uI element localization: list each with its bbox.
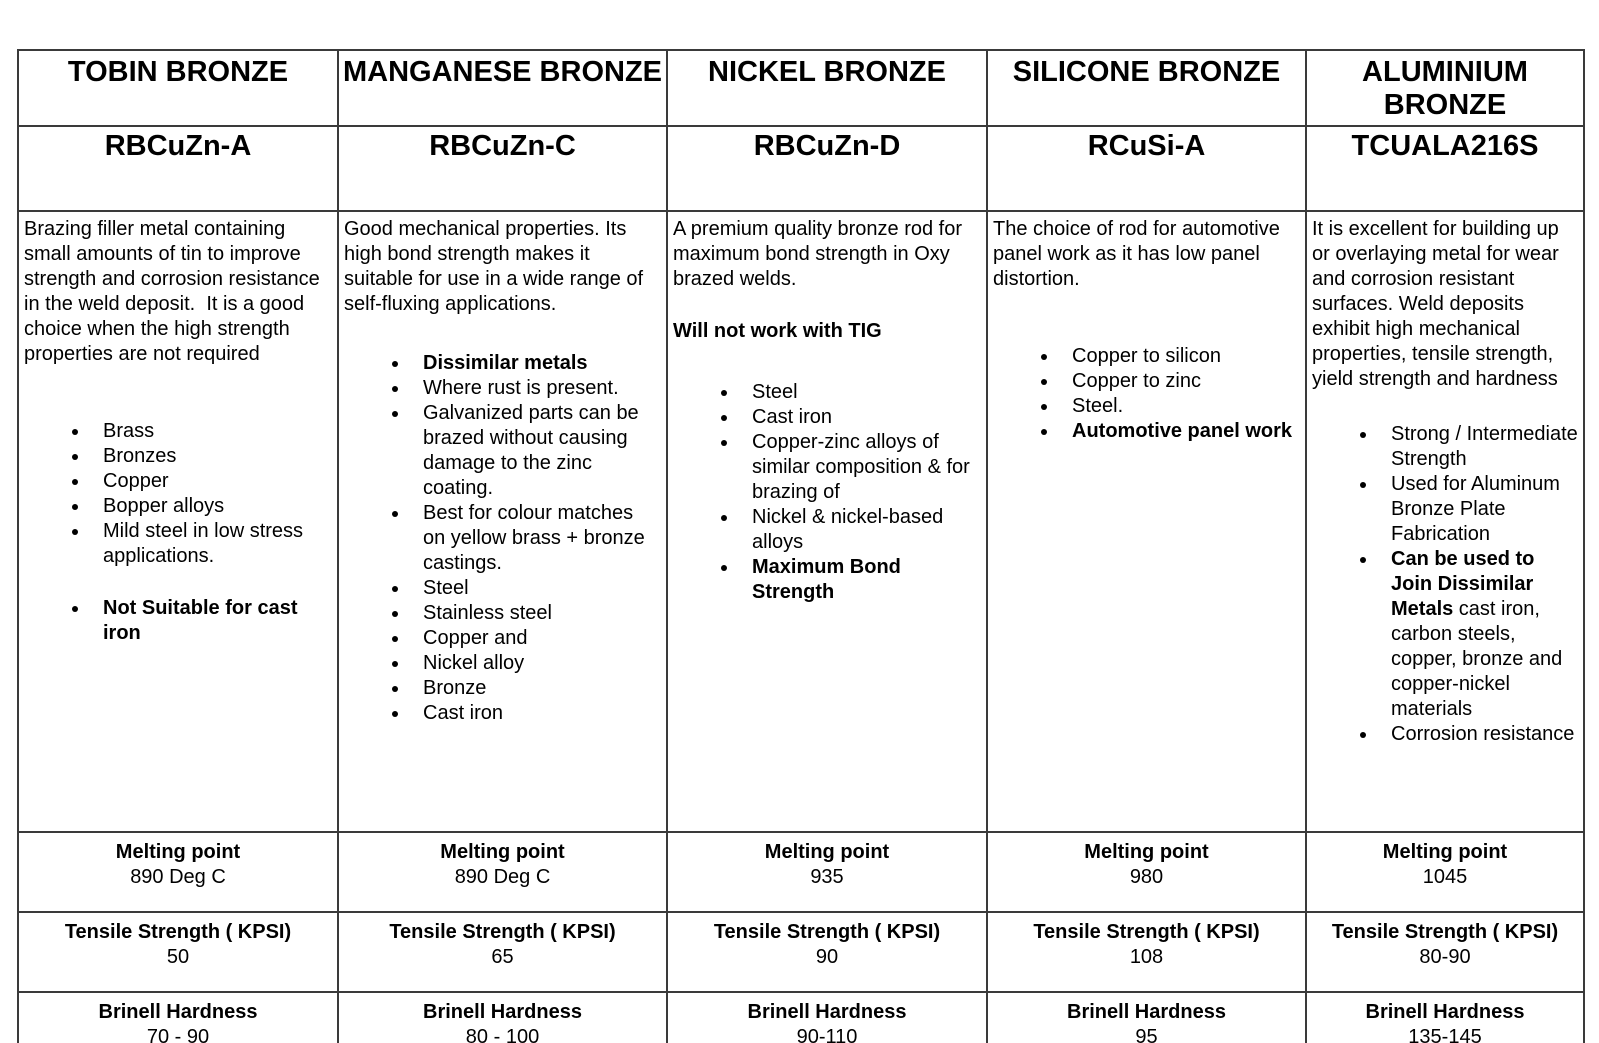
bullet-text: Steel. xyxy=(1072,395,1124,417)
melting-point-cell xyxy=(338,832,667,912)
bullet-item xyxy=(739,505,979,555)
bullet-item xyxy=(410,501,659,576)
bullet-item xyxy=(1059,394,1298,419)
tensile-strength-label: Tensile Strength ( KPSI) xyxy=(713,921,941,943)
bullet-item xyxy=(410,576,659,601)
bullet-bold-text: Automotive panel work xyxy=(1072,420,1293,442)
brinell-hardness-cell xyxy=(987,992,1306,1043)
bullet-bold-text: Can be used to Join Dissimilar Metals xyxy=(1391,548,1535,620)
column-description-cell xyxy=(987,211,1306,832)
melting-point-label: Melting point xyxy=(1084,841,1209,863)
bullet-text: Steel xyxy=(752,381,798,403)
bullet-text: Best for colour matches on yellow brass + bronze castings. xyxy=(423,502,645,574)
bullet-text: Copper and xyxy=(423,627,528,649)
column-name-cell: MANGANESE BRONZE xyxy=(338,50,667,126)
bullet-text: Cast iron xyxy=(423,702,504,724)
melting-point-cell xyxy=(1306,832,1584,912)
melting-point-value: 1045 xyxy=(1422,866,1468,888)
bullet-item xyxy=(1378,472,1579,547)
brinell-hardness-label: Brinell Hardness xyxy=(1067,1001,1226,1023)
bullet-text: Corrosion resistance xyxy=(1391,723,1575,745)
bullet-list xyxy=(993,344,1298,444)
tensile-strength-label: Tensile Strength ( KPSI) xyxy=(1033,921,1260,943)
bullet-item xyxy=(1059,344,1298,369)
bullet-bold-text: Maximum Bond Strength xyxy=(752,556,901,603)
bullet-item xyxy=(1059,369,1298,394)
bullet-item xyxy=(90,494,330,519)
column-name-cell: ALUMINIUM BRONZE xyxy=(1306,50,1584,126)
bullet-text: Nickel alloy xyxy=(423,652,525,674)
bullet-list xyxy=(24,419,330,646)
tensile-strength-cell xyxy=(987,912,1306,992)
tensile-strength-label: Tensile Strength ( KPSI) xyxy=(64,921,292,943)
bullet-list xyxy=(344,351,659,726)
bullet-text: Nickel & nickel-based alloys xyxy=(752,506,944,553)
melting-point-cell xyxy=(18,832,338,912)
brinell-hardness-cell xyxy=(18,992,338,1043)
bullet-item xyxy=(410,601,659,626)
melting-point-label: Melting point xyxy=(440,841,565,863)
brinell-hardness-label: Brinell Hardness xyxy=(423,1001,582,1023)
melting-point-cell xyxy=(667,832,987,912)
description-paragraph: Good mechanical properties. Its high bond strength makes it suitable for use in a wide range of self-fluxing applications. xyxy=(344,218,649,315)
bullet-item xyxy=(410,376,659,401)
tensile-strength-cell xyxy=(1306,912,1584,992)
description-row xyxy=(18,211,1584,832)
bullet-text: Used for Aluminum Bronze Plate Fabrication xyxy=(1391,473,1560,545)
bullet-item xyxy=(1059,419,1298,444)
column-code-cell: TCUALA216S xyxy=(1306,126,1584,211)
bullet-item xyxy=(410,351,659,376)
description-paragraph: The choice of rod for automotive panel work as it has low panel distortion. xyxy=(993,218,1286,290)
tensile-strength-value: 65 xyxy=(491,946,514,968)
column-description-cell xyxy=(667,211,987,832)
bullet-item xyxy=(739,405,979,430)
brinell-hardness-cell xyxy=(667,992,987,1043)
bullet-item xyxy=(410,676,659,701)
melting-point-value: 980 xyxy=(1129,866,1164,888)
bullet-text: Steel xyxy=(423,577,469,599)
tensile-strength-cell xyxy=(18,912,338,992)
bullet-item xyxy=(410,651,659,676)
column-name-cell: TOBIN BRONZE xyxy=(18,50,338,126)
bullet-list xyxy=(1312,422,1579,747)
melting-point-value: 935 xyxy=(810,866,844,888)
tensile-strength-value: 108 xyxy=(1129,946,1164,968)
bullet-text: Cast iron xyxy=(752,406,833,428)
bullet-item xyxy=(1378,722,1579,747)
bullet-list xyxy=(673,380,979,605)
bullet-text: Stainless steel xyxy=(423,602,552,624)
tensile-strength-value: 50 xyxy=(166,946,190,968)
bullet-item xyxy=(90,469,330,494)
bullet-item xyxy=(410,401,659,501)
bullet-bold-text: Not Suitable for cast iron xyxy=(103,597,298,644)
bullet-text: Bopper alloys xyxy=(103,495,225,517)
brinell-hardness-label: Brinell Hardness xyxy=(747,1001,907,1023)
description-paragraph: It is excellent for building up or overlaying metal for wear and corrosion resistant surfaces. Weld deposits exhibit high mechanical properties, tensile strength, yield strength and hardness xyxy=(1312,218,1565,390)
brinell-hardness-value: 70 - 90 xyxy=(146,1026,210,1043)
tensile-strength-label: Tensile Strength ( KPSI) xyxy=(1331,921,1559,943)
column-description-cell xyxy=(1306,211,1584,832)
column-description-cell xyxy=(338,211,667,832)
bullet-item xyxy=(410,701,659,726)
bullet-item xyxy=(1378,547,1579,722)
description-paragraph: A premium quality bronze rod for maximum bond strength in Oxy brazed welds. xyxy=(673,218,968,290)
bullet-text: Brass xyxy=(103,420,155,442)
bullet-item xyxy=(739,380,979,405)
bullet-text: Bronze xyxy=(423,677,487,699)
bullet-item xyxy=(739,555,979,605)
melting-point-value: 890 Deg C xyxy=(130,866,226,888)
column-code-cell: RBCuZn-C xyxy=(338,126,667,211)
column-code-cell: RBCuZn-A xyxy=(18,126,338,211)
description-note: Will not work with TIG xyxy=(673,320,882,342)
brinell-hardness-value: 135-145 xyxy=(1408,1026,1482,1043)
bullet-item xyxy=(410,626,659,651)
tensile-strength-cell xyxy=(338,912,667,992)
bullet-text: Copper to zinc xyxy=(1072,370,1201,392)
description-paragraph: Brazing filler metal containing small amounts of tin to improve strength and corrosion resistance in the weld deposit. It is a good choice when the high strength properties are not required xyxy=(24,218,326,365)
column-code-cell: RCuSi-A xyxy=(987,126,1306,211)
bronze-comparison-table xyxy=(17,49,1585,1043)
header-row xyxy=(18,50,1584,126)
bullet-item xyxy=(1378,422,1579,472)
melting-point-label: Melting point xyxy=(115,841,241,863)
brinell-hardness-value: 80 - 100 xyxy=(465,1026,540,1043)
melting-point-label: Melting point xyxy=(764,841,890,863)
tensile-strength-label: Tensile Strength ( KPSI) xyxy=(389,921,616,943)
bullet-bold-text: Dissimilar metals xyxy=(423,352,588,374)
bullet-text: Mild steel in low stress applications. xyxy=(103,520,304,567)
bullet-text: Galvanized parts can be brazed without causing damage to the zinc coating. xyxy=(423,402,639,499)
tensile-strength-row xyxy=(18,912,1584,992)
tensile-strength-value: 90 xyxy=(815,946,839,968)
brinell-hardness-value: 95 xyxy=(1135,1026,1158,1043)
melting-point-label: Melting point xyxy=(1382,841,1508,863)
column-code-cell: RBCuZn-D xyxy=(667,126,987,211)
brinell-hardness-cell xyxy=(1306,992,1584,1043)
bullet-text: cast iron, carbon steels, copper, bronze and copper-nickel materials xyxy=(1391,598,1563,720)
tensile-strength-cell xyxy=(667,912,987,992)
bullet-item xyxy=(90,444,330,469)
brinell-hardness-cell xyxy=(338,992,667,1043)
bullet-text: Bronzes xyxy=(103,445,177,467)
code-row xyxy=(18,126,1584,211)
brinell-hardness-value: 90-110 xyxy=(796,1026,858,1043)
tensile-strength-value: 80-90 xyxy=(1419,946,1471,968)
bullet-text: Where rust is present. xyxy=(423,377,619,399)
brinell-hardness-label: Brinell Hardness xyxy=(98,1001,258,1023)
column-name-cell: NICKEL BRONZE xyxy=(667,50,987,126)
bullet-text: Copper-zinc alloys of similar composition & for brazing of xyxy=(752,431,970,503)
bullet-text: Copper to silicon xyxy=(1072,345,1221,367)
brinell-hardness-row xyxy=(18,992,1584,1043)
bullet-text: Copper xyxy=(103,470,169,492)
melting-point-row xyxy=(18,832,1584,912)
melting-point-value: 890 Deg C xyxy=(454,866,551,888)
bullet-item xyxy=(739,430,979,505)
bullet-text: Strong / Intermediate Strength xyxy=(1391,423,1578,470)
bullet-item xyxy=(90,419,330,444)
bullet-item xyxy=(90,519,330,569)
brinell-hardness-label: Brinell Hardness xyxy=(1365,1001,1525,1023)
bullet-item xyxy=(90,596,330,646)
column-name-cell: SILICONE BRONZE xyxy=(987,50,1306,126)
column-description-cell xyxy=(18,211,338,832)
melting-point-cell xyxy=(987,832,1306,912)
